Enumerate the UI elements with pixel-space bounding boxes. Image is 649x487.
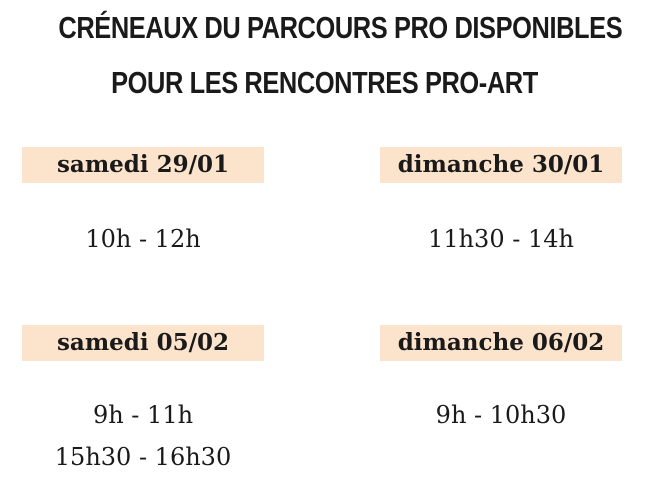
time-slot: 10h - 12h <box>85 225 201 253</box>
day-label: samedi 29/01 <box>22 147 264 183</box>
time-slot: 15h30 - 16h30 <box>54 443 232 471</box>
title-line-2: POUR LES RENCONTRES PRO-ART <box>111 65 538 100</box>
title-line-1: CRÉNEAUX DU PARCOURS PRO DISPONIBLES <box>58 10 623 45</box>
time-slot: 11h30 - 14h <box>428 225 574 253</box>
day-label: dimanche 06/02 <box>380 325 622 361</box>
time-slot: 9h - 11h <box>92 401 194 429</box>
day-label: dimanche 30/01 <box>380 147 622 183</box>
time-slot: 9h - 10h30 <box>435 401 567 429</box>
day-label: samedi 05/02 <box>22 325 264 361</box>
